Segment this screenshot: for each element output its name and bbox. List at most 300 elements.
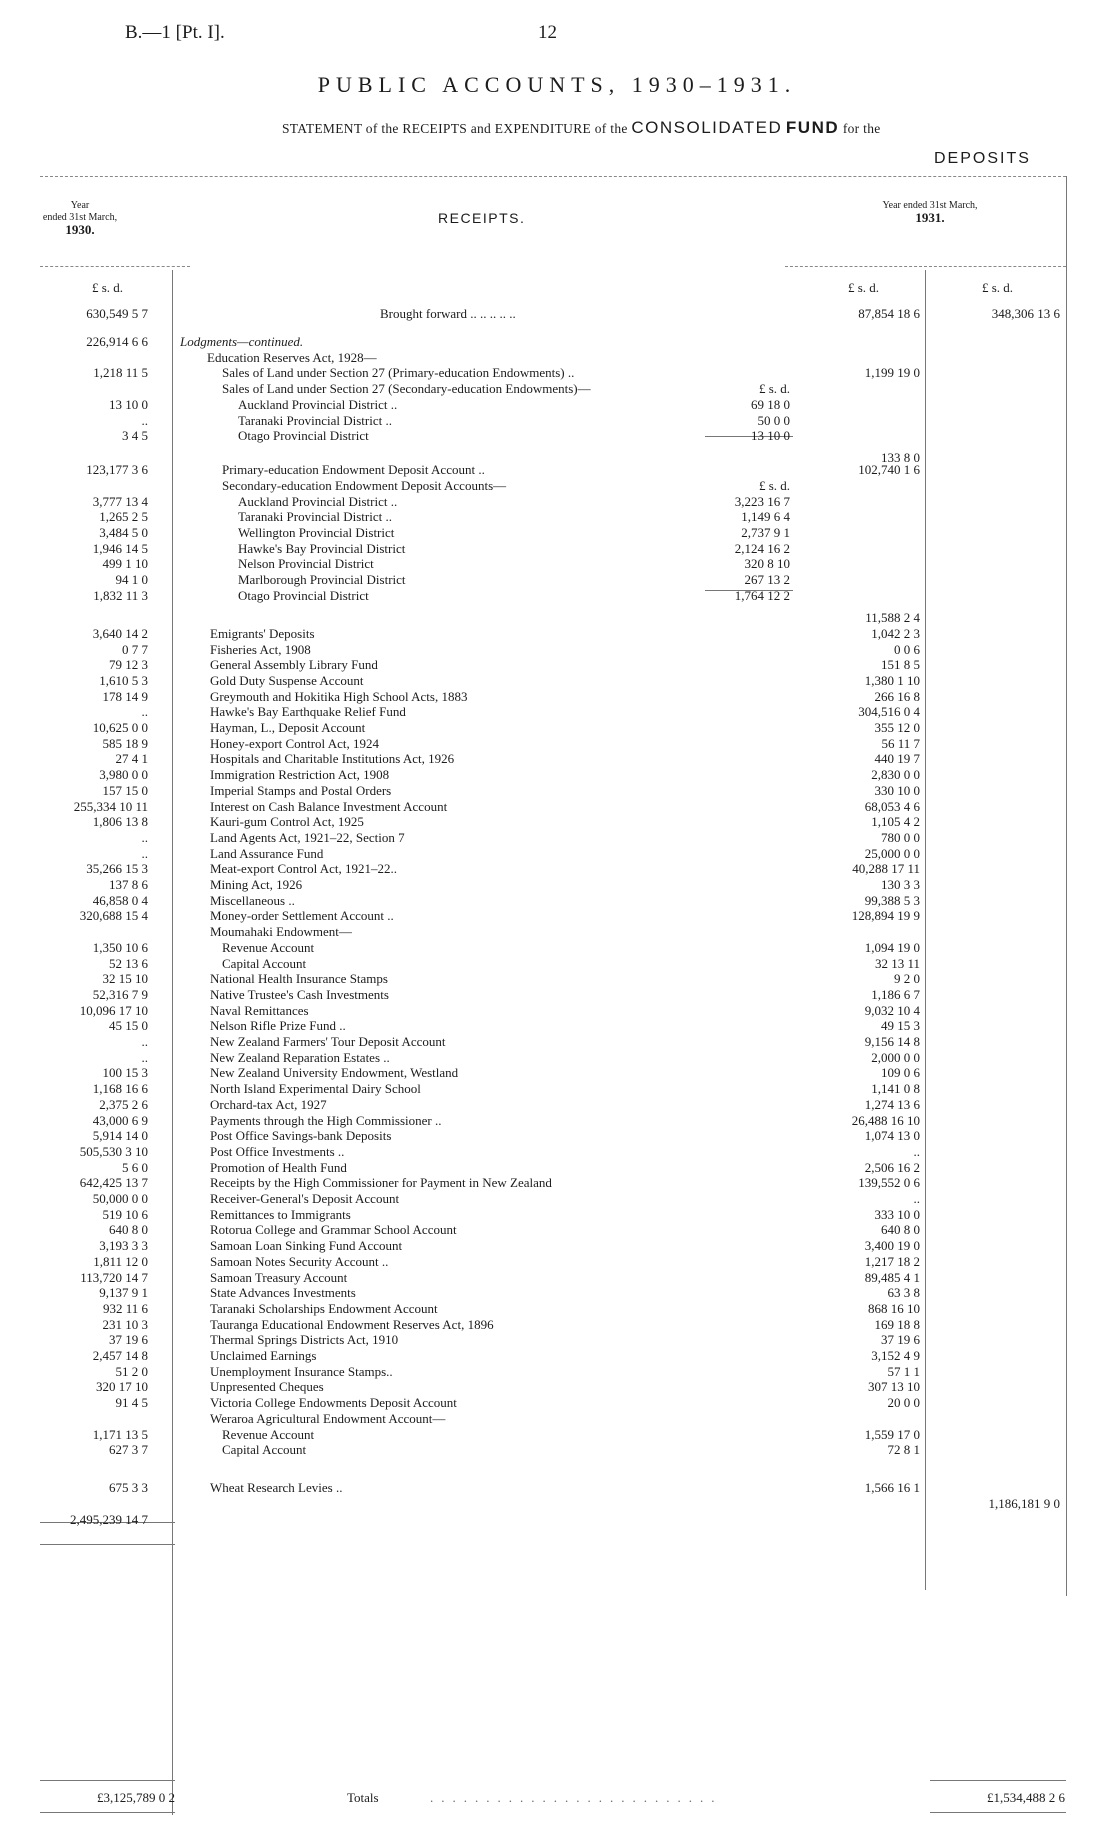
amount-1931: 868 16 10 bbox=[868, 1300, 920, 1316]
sub-amount: 50 0 0 bbox=[757, 412, 790, 428]
amount-1930: .. bbox=[141, 412, 148, 428]
receipt-description: North Island Experimental Dairy School bbox=[210, 1081, 421, 1097]
receipt-description: Primary-education Endowment Deposit Account .. bbox=[222, 462, 485, 478]
receipt-description: Hayman, L., Deposit Account bbox=[210, 720, 366, 735]
amount-1931: 1,105 4 2 bbox=[871, 814, 920, 830]
table-row bbox=[0, 1065, 1114, 1081]
receipts-header: RECEIPTS. bbox=[438, 210, 526, 226]
table-row bbox=[0, 1442, 1114, 1458]
receipt-description: Revenue Account bbox=[222, 1426, 315, 1442]
amount-1931-total: 1,186,181 9 0 bbox=[988, 1496, 1060, 1512]
amount-1930: 1,811 12 0 bbox=[93, 1253, 148, 1269]
amount-1930: 37 19 6 bbox=[109, 1332, 148, 1348]
table-row bbox=[0, 877, 1114, 893]
amount-1931: 37 19 6 bbox=[881, 1332, 920, 1348]
amount-1931: 355 12 0 bbox=[874, 720, 920, 735]
totals-left-value: £3,125,789 0 2 bbox=[97, 1790, 175, 1805]
amount-1930: .. bbox=[141, 845, 148, 861]
amount-1930: 1,350 10 6 bbox=[92, 939, 148, 955]
amount-1930: 52 13 6 bbox=[109, 955, 148, 971]
receipt-description: Education Reserves Act, 1928— bbox=[207, 349, 377, 365]
receipt-description: Immigration Restriction Act, 1908 bbox=[210, 767, 390, 783]
amount-1931: 40,288 17 11 bbox=[852, 861, 920, 877]
amount-1930: 27 4 1 bbox=[115, 751, 148, 767]
amount-1931: 32 13 11 bbox=[874, 955, 920, 971]
amount-1930: 3,980 0 0 bbox=[99, 767, 148, 783]
amount-1931: 57 1 1 bbox=[887, 1363, 920, 1379]
table-row bbox=[0, 1113, 1114, 1129]
table-row bbox=[0, 846, 1114, 862]
amount-1931: 3,152 4 9 bbox=[871, 1348, 920, 1363]
sub-amount: £ s. d. bbox=[758, 477, 790, 493]
sub-amount: 2,124 16 2 bbox=[734, 540, 790, 556]
receipt-description: Samoan Treasury Account bbox=[210, 1269, 348, 1285]
amount-1930: 3,777 13 4 bbox=[92, 493, 148, 509]
amount-1930: 642,425 13 7 bbox=[79, 1175, 148, 1191]
amount-1930: .. bbox=[141, 1034, 148, 1049]
amount-1930: 3,484 5 0 bbox=[99, 525, 148, 540]
table-row bbox=[0, 1097, 1114, 1113]
receipt-description: Hospitals and Charitable Institutions Act, 1926 bbox=[210, 751, 455, 767]
table-row bbox=[0, 689, 1114, 705]
receipt-description: State Advances Investments bbox=[210, 1285, 356, 1301]
amount-1931: 63 3 8 bbox=[887, 1285, 920, 1301]
table-row bbox=[0, 657, 1114, 673]
table-row bbox=[0, 940, 1114, 956]
receipt-description: Otago Provincial District bbox=[238, 428, 369, 444]
totals-right-value: £1,534,488 2 6 bbox=[987, 1790, 1065, 1805]
table-row bbox=[0, 588, 1114, 604]
table-row bbox=[0, 525, 1114, 541]
receipt-description: Hawke's Bay Provincial District bbox=[238, 540, 406, 556]
amount-1931: 89,485 4 1 bbox=[864, 1269, 920, 1285]
table-row bbox=[0, 704, 1114, 720]
receipt-description: Brought forward .. .. .. .. .. bbox=[380, 306, 516, 321]
amount-1930: 79 12 3 bbox=[109, 657, 148, 673]
table-row bbox=[0, 1480, 1114, 1496]
table-row bbox=[0, 1191, 1114, 1207]
amount-1931: 128,894 19 9 bbox=[851, 908, 920, 924]
table-row bbox=[0, 736, 1114, 752]
amount-1931: 2,506 16 2 bbox=[864, 1159, 920, 1175]
table-row bbox=[0, 1464, 1114, 1480]
amount-1930: .. bbox=[141, 829, 148, 845]
amount-1931: .. bbox=[913, 1143, 920, 1159]
receipt-description: Naval Remittances bbox=[210, 1002, 309, 1018]
table-row bbox=[0, 767, 1114, 783]
sub-amount: 1,149 6 4 bbox=[741, 509, 790, 525]
amount-1931: 109 0 6 bbox=[881, 1065, 920, 1081]
receipt-description: Honey-export Control Act, 1924 bbox=[210, 735, 379, 751]
amount-1931: 1,274 13 6 bbox=[864, 1096, 920, 1112]
receipt-description: Payments through the High Commissioner .. bbox=[210, 1112, 442, 1128]
receipt-description: Sales of Land under Section 27 (Primary-education Endowments) .. bbox=[222, 365, 575, 381]
receipt-description: Capital Account bbox=[222, 1442, 307, 1458]
amount-1930: 1,171 13 5 bbox=[92, 1426, 148, 1442]
amount-1930: 50,000 0 0 bbox=[92, 1191, 148, 1206]
amount-1930: 43,000 6 9 bbox=[92, 1112, 148, 1128]
page-title: PUBLIC ACCOUNTS, 1930–1931. bbox=[317, 72, 797, 97]
amount-1930: 255,334 10 11 bbox=[73, 798, 148, 814]
amount-1931: 11,588 2 4 bbox=[865, 609, 920, 625]
table-row bbox=[0, 1081, 1114, 1097]
table-row bbox=[0, 494, 1114, 510]
receipt-description: Money-order Settlement Account .. bbox=[210, 908, 394, 924]
table-row bbox=[0, 1222, 1114, 1238]
receipt-description: New Zealand University Endowment, Westland bbox=[210, 1065, 459, 1081]
amount-1930: 226,914 6 6 bbox=[86, 334, 148, 349]
amount-1930: 94 1 0 bbox=[115, 572, 148, 588]
receipt-description: Marlborough Provincial District bbox=[238, 572, 406, 588]
amount-1931: 440 19 7 bbox=[874, 751, 920, 767]
table-row bbox=[0, 720, 1114, 736]
amount-1931: 87,854 18 6 bbox=[858, 306, 920, 321]
amount-1930: 320,688 15 4 bbox=[79, 908, 148, 924]
table-row bbox=[0, 908, 1114, 924]
receipt-description: Receiver-General's Deposit Account bbox=[210, 1191, 400, 1206]
receipt-description: Greymouth and Hokitika High School Acts, 1883 bbox=[210, 688, 468, 704]
amount-1930: 52,316 7 9 bbox=[92, 986, 148, 1002]
amount-1930: 9,137 9 1 bbox=[99, 1285, 148, 1301]
amount-1931: 333 10 0 bbox=[874, 1206, 920, 1222]
amount-1930: 2,375 2 6 bbox=[99, 1096, 148, 1112]
amount-1930: 46,858 0 4 bbox=[92, 892, 148, 908]
table-row bbox=[0, 334, 1114, 350]
table-row bbox=[0, 642, 1114, 658]
amount-1931: 2,830 0 0 bbox=[871, 767, 920, 783]
table-row bbox=[0, 673, 1114, 689]
table-row bbox=[0, 509, 1114, 525]
amount-1931: 1,199 19 0 bbox=[864, 365, 920, 381]
amount-1931: 307 13 10 bbox=[868, 1379, 920, 1395]
receipt-description: Remittances to Immigrants bbox=[210, 1206, 351, 1222]
amount-1931: 20 0 0 bbox=[887, 1395, 920, 1411]
amount-1931: 1,042 2 3 bbox=[871, 625, 920, 641]
amount-1931: 0 0 6 bbox=[894, 641, 920, 657]
amount-1931: 266 16 8 bbox=[874, 688, 920, 704]
amount-1930: 100 15 3 bbox=[102, 1065, 148, 1081]
amount-1931: 1,566 16 1 bbox=[864, 1480, 920, 1496]
receipt-description: Orchard-tax Act, 1927 bbox=[210, 1096, 327, 1112]
amount-1930: 640 8 0 bbox=[109, 1222, 148, 1238]
receipt-description: Promotion of Health Fund bbox=[210, 1159, 347, 1175]
receipt-description: Miscellaneous .. bbox=[210, 892, 295, 908]
receipt-description: New Zealand Farmers' Tour Deposit Account bbox=[210, 1034, 446, 1049]
amount-1930: 585 18 9 bbox=[102, 735, 148, 751]
amount-1931: 72 8 1 bbox=[887, 1442, 920, 1458]
table-row bbox=[0, 799, 1114, 815]
amount-1930: 932 11 6 bbox=[102, 1300, 148, 1316]
amount-1931: 1,217 18 2 bbox=[864, 1253, 920, 1269]
subtitle-text-d: for the bbox=[842, 121, 881, 136]
table-row bbox=[0, 381, 1114, 397]
amount-1930: 519 10 6 bbox=[102, 1206, 148, 1222]
receipt-description: Victoria College Endowments Deposit Account bbox=[210, 1395, 457, 1411]
receipt-description: Nelson Provincial District bbox=[238, 556, 374, 572]
receipt-description: Otago Provincial District bbox=[238, 587, 369, 603]
sub-amount: £ s. d. bbox=[758, 381, 790, 397]
amount-1931: 1,141 0 8 bbox=[871, 1081, 920, 1097]
table-row bbox=[0, 1175, 1114, 1191]
table-row bbox=[0, 462, 1114, 478]
receipt-description: Lodgments—continued. bbox=[180, 334, 304, 349]
table-row bbox=[0, 610, 1114, 626]
table-row bbox=[0, 1018, 1114, 1034]
amount-1930: 157 15 0 bbox=[102, 782, 148, 798]
amount-1931: 640 8 0 bbox=[881, 1222, 920, 1238]
amount-1930: 113,720 14 7 bbox=[80, 1269, 148, 1285]
currency-heading-right-a: £ s. d. bbox=[848, 280, 880, 295]
amount-1930: 2,457 14 8 bbox=[92, 1348, 148, 1363]
amount-1931: 1,074 13 0 bbox=[864, 1128, 920, 1144]
amount-1930: .. bbox=[141, 704, 148, 720]
amount-1931: 1,186 6 7 bbox=[871, 986, 920, 1002]
receipt-description: Native Trustee's Cash Investments bbox=[210, 986, 389, 1002]
amount-1930: 178 14 9 bbox=[102, 688, 148, 704]
sub-amount: 1,764 12 2 bbox=[734, 587, 790, 603]
table-row bbox=[0, 478, 1114, 494]
receipt-description: Moumahaki Endowment— bbox=[210, 924, 352, 940]
receipt-description: Revenue Account bbox=[222, 939, 315, 955]
receipt-description: General Assembly Library Fund bbox=[210, 657, 378, 673]
amount-1930: 5,914 14 0 bbox=[92, 1128, 148, 1144]
table-row bbox=[0, 1144, 1114, 1160]
amount-1930: 5 6 0 bbox=[122, 1159, 148, 1175]
amount-1931: 169 18 8 bbox=[874, 1316, 920, 1332]
section-heading: DEPOSITS bbox=[934, 150, 1031, 167]
currency-heading-left: £ s. d. bbox=[92, 280, 124, 295]
table-row bbox=[0, 1003, 1114, 1019]
amount-1930: 3,193 3 3 bbox=[99, 1238, 148, 1254]
receipt-description: Receipts by the High Commissioner for Payment in New Zealand bbox=[210, 1175, 552, 1191]
receipt-description: Interest on Cash Balance Investment Account bbox=[210, 798, 448, 814]
left-year-value: 1930. bbox=[65, 222, 95, 237]
table-row bbox=[0, 1496, 1114, 1512]
table-row bbox=[0, 556, 1114, 572]
table-row bbox=[0, 893, 1114, 909]
amount-1931: 330 10 0 bbox=[874, 782, 920, 798]
amount-1930: 2,495,239 14 7 bbox=[70, 1511, 148, 1527]
document-reference: B.—1 [Pt. I]. bbox=[125, 22, 225, 43]
table-row bbox=[0, 971, 1114, 987]
amount-1931: 25,000 0 0 bbox=[864, 845, 920, 861]
sub-amount: 2,737 9 1 bbox=[741, 525, 790, 540]
amount-1931: 99,388 5 3 bbox=[864, 892, 920, 908]
receipt-description: Taranaki Provincial District .. bbox=[238, 412, 392, 428]
receipt-description: Samoan Notes Security Account .. bbox=[210, 1253, 389, 1269]
amount-1931: 68,053 4 6 bbox=[864, 798, 920, 814]
table-row bbox=[0, 814, 1114, 830]
amount-1930: 45 15 0 bbox=[109, 1018, 148, 1034]
amount-1930: 1,218 11 5 bbox=[93, 365, 148, 381]
table-row bbox=[0, 1348, 1114, 1364]
amount-1931: 151 8 5 bbox=[881, 657, 920, 673]
receipt-description: Sales of Land under Section 27 (Secondary-education Endowments)— bbox=[222, 381, 591, 397]
receipt-description: Hawke's Bay Earthquake Relief Fund bbox=[210, 704, 406, 720]
amount-1931: 133 8 0 bbox=[881, 450, 920, 466]
sub-amount: 69 18 0 bbox=[751, 396, 790, 412]
left-year-line1: Year bbox=[70, 200, 90, 211]
amount-1930: 137 8 6 bbox=[109, 877, 148, 892]
table-row bbox=[0, 987, 1114, 1003]
totals-leader-dots: .......................... bbox=[430, 1790, 723, 1805]
amount-1930: 1,832 11 3 bbox=[93, 587, 148, 603]
amount-1930: 35,266 15 3 bbox=[86, 861, 148, 877]
receipt-description: Unpresented Cheques bbox=[210, 1379, 324, 1395]
table-row bbox=[0, 1207, 1114, 1223]
amount-1930: 3 4 5 bbox=[122, 428, 148, 444]
table-row bbox=[0, 1128, 1114, 1144]
table-row bbox=[0, 1395, 1114, 1411]
amount-1930: 91 4 5 bbox=[115, 1395, 148, 1411]
amount-1931: 1,380 1 10 bbox=[864, 672, 920, 688]
right-year-line1: Year ended 31st March, bbox=[882, 200, 978, 211]
table-row bbox=[0, 428, 1114, 444]
receipt-description: Land Assurance Fund bbox=[210, 845, 324, 861]
table-row bbox=[0, 1160, 1114, 1176]
right-year-value: 1931. bbox=[915, 210, 945, 225]
amount-1930: 1,806 13 8 bbox=[92, 814, 148, 830]
amount-1931: 1,559 17 0 bbox=[864, 1426, 920, 1442]
receipt-description: Kauri-gum Control Act, 1925 bbox=[210, 814, 364, 830]
receipt-description: Meat-export Control Act, 1921–22.. bbox=[210, 861, 398, 877]
table-row bbox=[0, 1050, 1114, 1066]
receipt-description: Unclaimed Earnings bbox=[210, 1348, 317, 1363]
page-number: 12 bbox=[538, 22, 557, 43]
amount-1931-total: 348,306 13 6 bbox=[991, 306, 1060, 321]
amount-1930: 10,625 0 0 bbox=[92, 720, 148, 735]
amount-1931: 1,094 19 0 bbox=[864, 939, 920, 955]
amount-1931: 2,000 0 0 bbox=[871, 1049, 920, 1065]
totals-label: Totals bbox=[347, 1790, 379, 1805]
table-row bbox=[0, 350, 1114, 366]
amount-1930: 630,549 5 7 bbox=[86, 306, 148, 321]
receipt-description: Imperial Stamps and Postal Orders bbox=[210, 782, 392, 798]
subtitle-text-c: FUND bbox=[785, 118, 840, 137]
subtitle-text-a: STATEMENT of the RECEIPTS and EXPENDITURE of the bbox=[282, 121, 628, 136]
table-row bbox=[0, 1512, 1114, 1528]
receipt-description: Gold Duty Suspense Account bbox=[210, 672, 364, 688]
table-row bbox=[0, 956, 1114, 972]
amount-1930: .. bbox=[141, 1049, 148, 1065]
table-row bbox=[0, 1427, 1114, 1443]
amount-1931: 130 3 3 bbox=[881, 877, 920, 892]
receipt-description: Samoan Loan Sinking Fund Account bbox=[210, 1238, 403, 1254]
amount-1931: 56 11 7 bbox=[881, 735, 920, 751]
receipt-description: Wheat Research Levies .. bbox=[210, 1480, 343, 1496]
table-row bbox=[0, 1411, 1114, 1427]
sub-amount: 267 13 2 bbox=[744, 572, 790, 588]
sub-amount: 3,223 16 7 bbox=[734, 493, 790, 509]
receipt-description: Rotorua College and Grammar School Account bbox=[210, 1222, 457, 1238]
table-row bbox=[0, 830, 1114, 846]
table-row bbox=[0, 1317, 1114, 1333]
amount-1930: 627 3 7 bbox=[109, 1442, 148, 1458]
receipt-description: Taranaki Provincial District .. bbox=[238, 509, 392, 525]
amount-1930: 123,177 3 6 bbox=[86, 462, 148, 478]
table-row bbox=[0, 306, 1114, 322]
currency-heading-right-b: £ s. d. bbox=[982, 280, 1014, 295]
receipt-description: Weraroa Agricultural Endowment Account— bbox=[210, 1410, 446, 1426]
amount-1930: 505,530 3 10 bbox=[79, 1143, 148, 1159]
table-row bbox=[0, 1285, 1114, 1301]
amount-1931: .. bbox=[913, 1191, 920, 1206]
amount-1930: 675 3 3 bbox=[109, 1480, 148, 1496]
receipt-description: Auckland Provincial District .. bbox=[238, 396, 398, 412]
table-row bbox=[0, 397, 1114, 413]
receipt-description: Fisheries Act, 1908 bbox=[210, 641, 311, 657]
amount-1930: 32 15 10 bbox=[102, 971, 148, 987]
left-year-line2: ended 31st March, bbox=[42, 212, 118, 223]
receipt-description: Nelson Rifle Prize Fund .. bbox=[210, 1018, 346, 1034]
amount-1930: 1,265 2 5 bbox=[99, 509, 148, 525]
receipt-description: Land Agents Act, 1921–22, Section 7 bbox=[210, 829, 405, 845]
amount-1931: 304,516 0 4 bbox=[858, 704, 920, 720]
amount-1930: 1,946 14 5 bbox=[92, 540, 148, 556]
amount-1931: 102,740 1 6 bbox=[858, 462, 920, 478]
table-row bbox=[0, 1270, 1114, 1286]
receipt-description: Secondary-education Endowment Deposit Accounts— bbox=[222, 477, 507, 493]
table-row bbox=[0, 1254, 1114, 1270]
amount-1931: 780 0 0 bbox=[881, 829, 920, 845]
table-row bbox=[0, 572, 1114, 588]
receipt-description: Tauranga Educational Endowment Reserves Act, 1896 bbox=[210, 1316, 494, 1332]
amount-1930: 1,610 5 3 bbox=[99, 672, 148, 688]
amount-1931: 3,400 19 0 bbox=[864, 1238, 920, 1254]
table-row bbox=[0, 1332, 1114, 1348]
amount-1930: 1,168 16 6 bbox=[92, 1081, 148, 1097]
table-row bbox=[0, 1364, 1114, 1380]
receipt-description: Unemployment Insurance Stamps.. bbox=[210, 1363, 393, 1379]
table-row bbox=[0, 783, 1114, 799]
amount-1930: 3,640 14 2 bbox=[92, 625, 148, 641]
receipt-description: Capital Account bbox=[222, 955, 307, 971]
amount-1930: 231 10 3 bbox=[102, 1316, 148, 1332]
table-row bbox=[0, 751, 1114, 767]
amount-1930: 51 2 0 bbox=[115, 1363, 148, 1379]
amount-1930: 499 1 10 bbox=[102, 556, 148, 572]
table-row bbox=[0, 924, 1114, 940]
receipt-description: National Health Insurance Stamps bbox=[210, 971, 388, 987]
table-row bbox=[0, 365, 1114, 381]
amount-1930: 0 7 7 bbox=[122, 641, 148, 657]
subtitle-text-b: CONSOLIDATED bbox=[631, 118, 783, 137]
receipt-description: Thermal Springs Districts Act, 1910 bbox=[210, 1332, 399, 1348]
table-row bbox=[0, 1238, 1114, 1254]
sub-amount: 320 8 10 bbox=[744, 556, 790, 572]
table-row bbox=[0, 626, 1114, 642]
receipt-description: Post Office Savings-bank Deposits bbox=[210, 1128, 392, 1144]
receipt-description: Post Office Investments .. bbox=[210, 1143, 345, 1159]
receipt-description: Auckland Provincial District .. bbox=[238, 493, 398, 509]
table-row bbox=[0, 861, 1114, 877]
amount-1930: 320 17 10 bbox=[96, 1379, 148, 1395]
amount-1931: 9,032 10 4 bbox=[864, 1002, 920, 1018]
receipt-description: New Zealand Reparation Estates .. bbox=[210, 1049, 390, 1065]
receipt-description: Taranaki Scholarships Endowment Account bbox=[210, 1300, 438, 1316]
sub-amount: 13 10 0 bbox=[751, 428, 790, 444]
table-row bbox=[0, 1379, 1114, 1395]
receipt-description: Emigrants' Deposits bbox=[210, 625, 315, 641]
receipt-description: Mining Act, 1926 bbox=[210, 877, 303, 892]
amount-1930: 13 10 0 bbox=[109, 396, 148, 412]
table-row bbox=[0, 413, 1114, 429]
table-row bbox=[0, 1301, 1114, 1317]
table-row bbox=[0, 1034, 1114, 1050]
receipt-description: Wellington Provincial District bbox=[238, 525, 395, 540]
amount-1930: 10,096 17 10 bbox=[79, 1002, 148, 1018]
amount-1931: 139,552 0 6 bbox=[858, 1175, 920, 1191]
